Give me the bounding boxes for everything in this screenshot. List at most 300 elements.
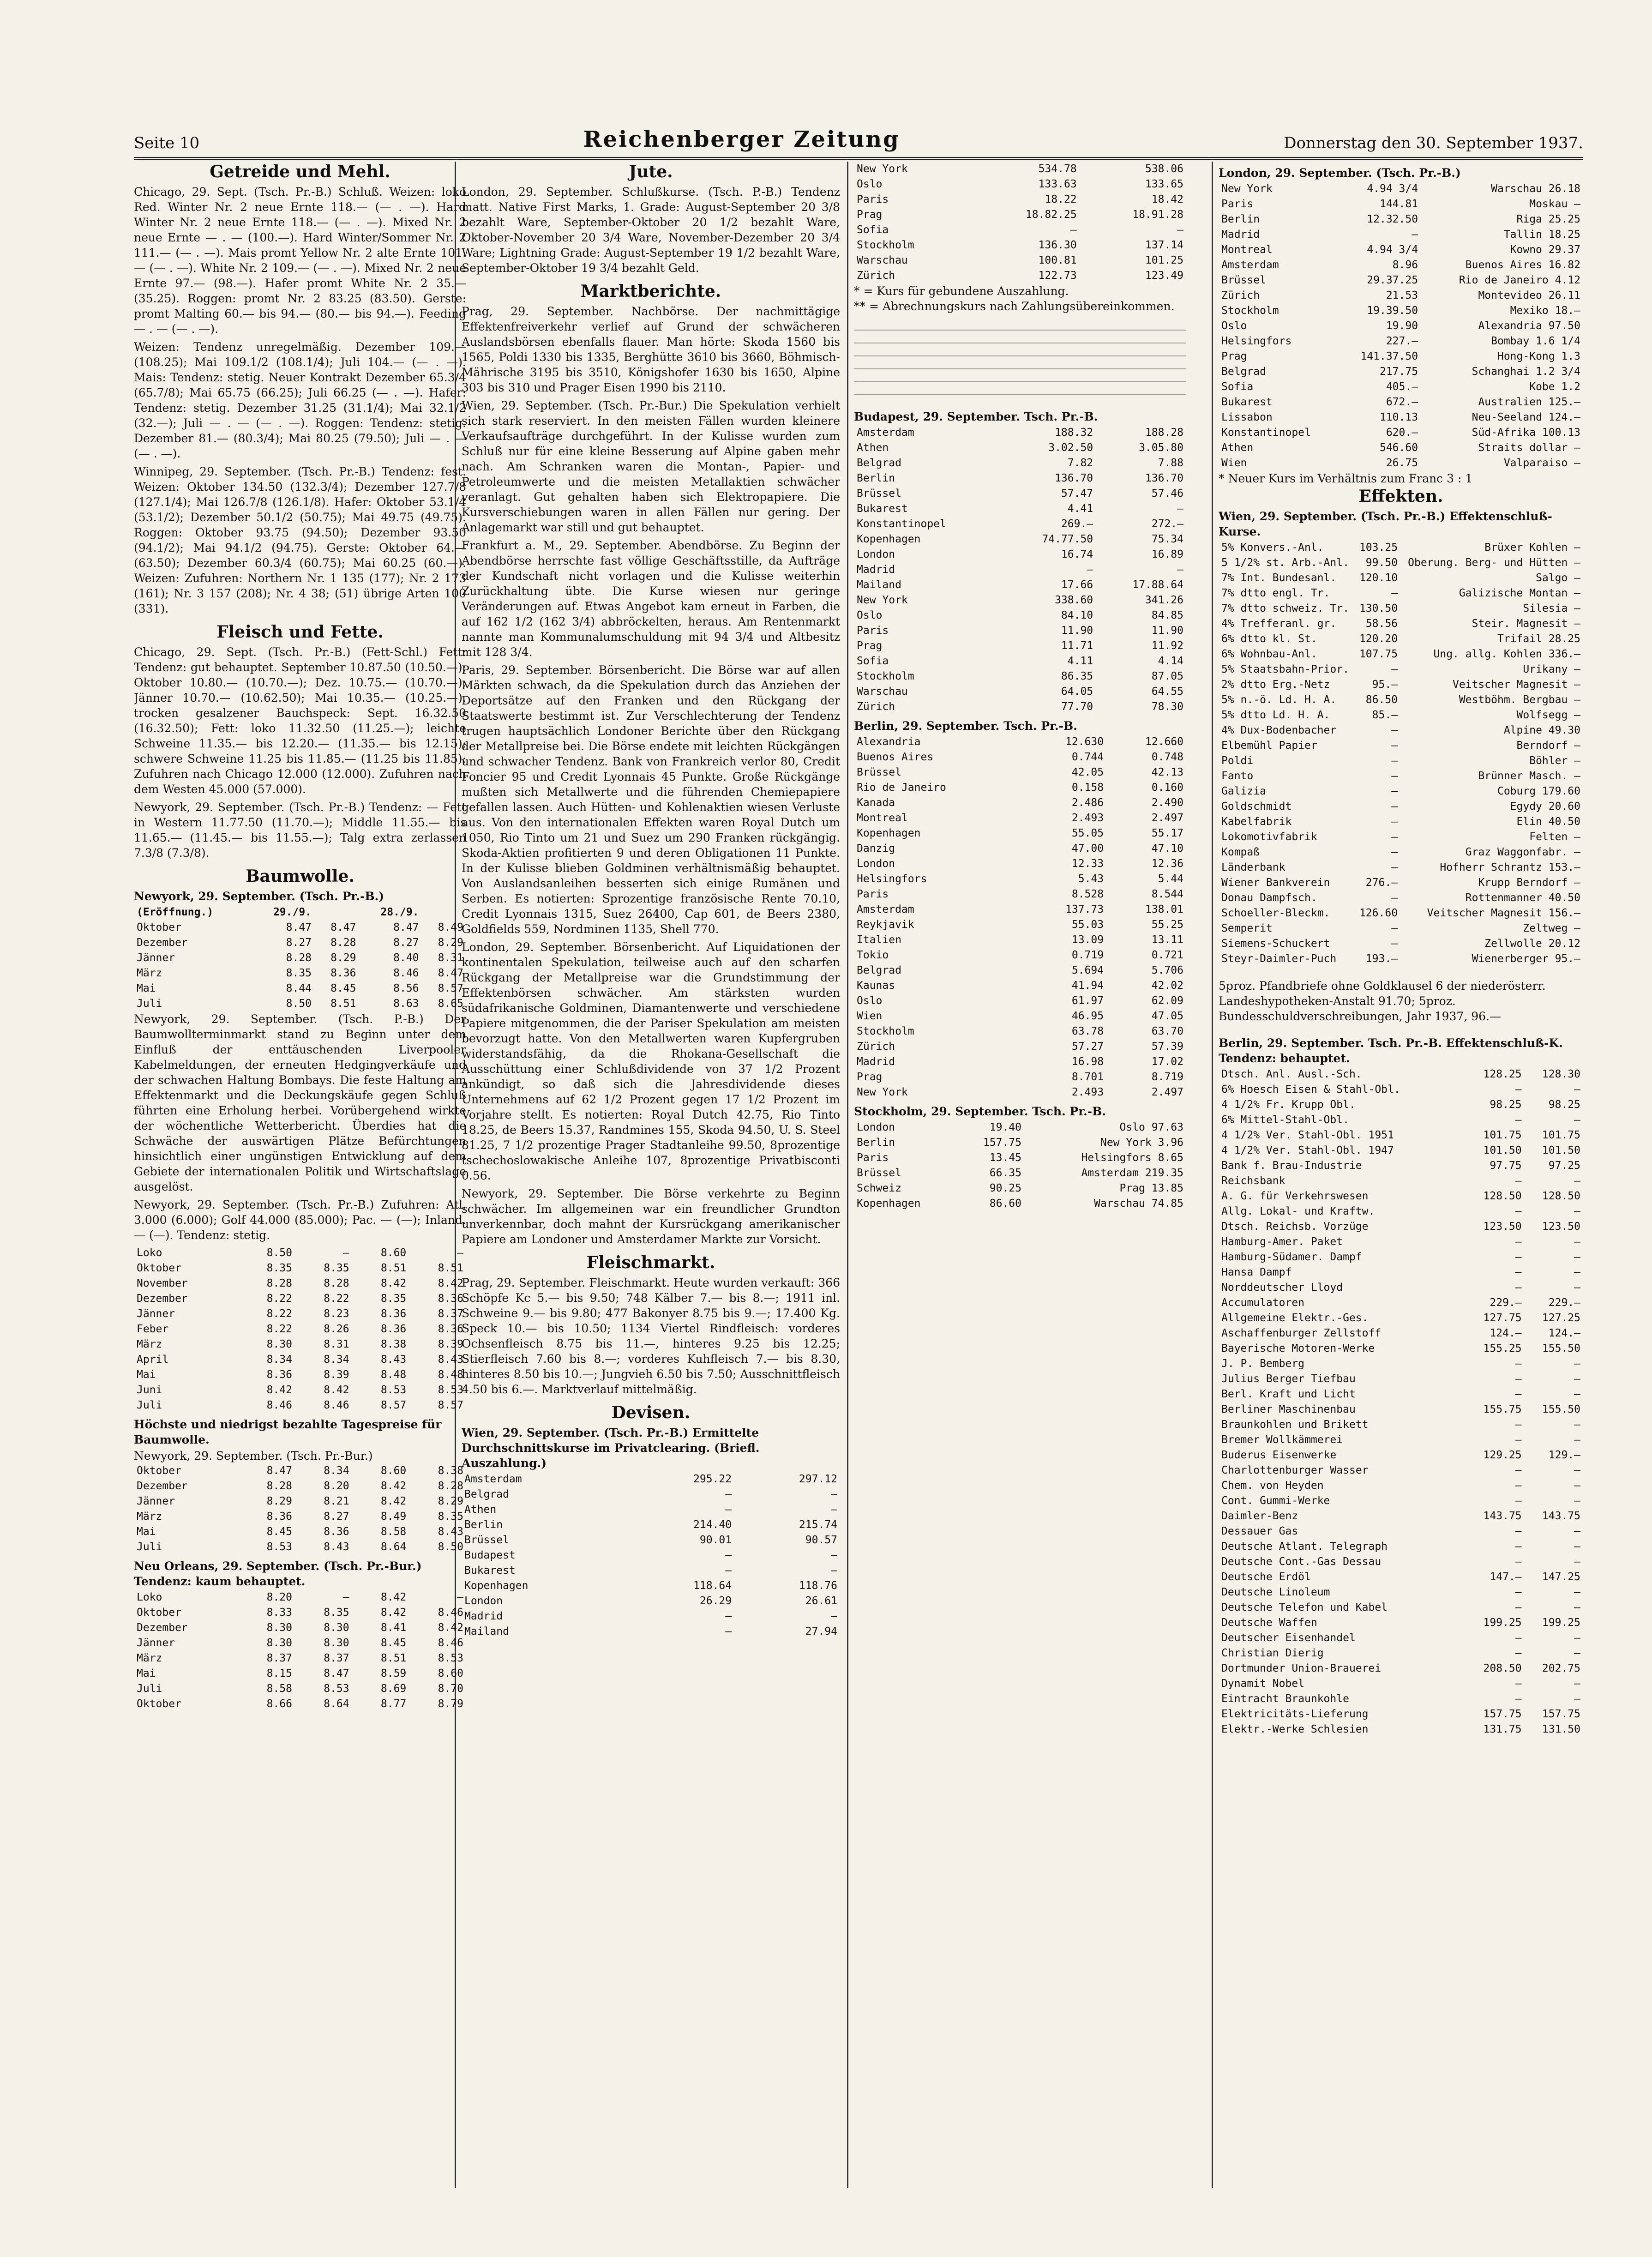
row-value: 272.— (1151, 518, 1183, 530)
row-value: 8.28 (438, 1480, 463, 1492)
row-label: Prag (857, 1071, 883, 1083)
table-row (1219, 1143, 1583, 1158)
berlin-rates-table (854, 734, 1186, 1100)
row-value: — (1515, 1586, 1522, 1598)
row-value: 8.27 (393, 937, 419, 949)
row-label: A. G. für Verkehrswesen (1221, 1190, 1369, 1202)
row-label: Berl. Kraft und Licht (1221, 1388, 1356, 1400)
table-row (1219, 1265, 1583, 1280)
row-value: 217.75 (1379, 366, 1418, 378)
table-row (134, 996, 466, 1011)
table-row (1219, 647, 1583, 662)
row-label: Norddeutscher Lloyd (1221, 1282, 1343, 1294)
row-value: 118.76 (799, 1580, 837, 1592)
table-row (1219, 1554, 1583, 1570)
table-row (1219, 1585, 1583, 1600)
table-row (462, 1609, 840, 1624)
table-row (134, 1697, 466, 1712)
table-row (134, 1636, 466, 1651)
row-value: — (1177, 224, 1183, 236)
table-row (854, 238, 1186, 253)
row-label: Bukarest (464, 1565, 516, 1577)
row-label: Dezember (137, 1293, 188, 1305)
column-rule (1212, 162, 1213, 2188)
row-label: Kaunas (857, 980, 895, 992)
row-label: Dezember (137, 1622, 188, 1634)
row-value: 8.46 (324, 1399, 349, 1411)
table-row (134, 981, 466, 996)
table-row (1219, 1707, 1583, 1722)
row-value: 8.38 (438, 1465, 463, 1477)
row-value: — (1574, 1373, 1580, 1385)
report-jute: London, 29. September. Schlußkurse. (Tsch. P.-B.) Tendenz matt. Native First Marks, 1. Grade: August-September 20 3/8 bezahlt Ware, September-Oktober 20 1/2 bezahlt Ware, Oktober-November 20 3/4 Ware, November-Dezember 20 3/4 Ware; Lightning Grade: August-September 19 1/2 bezahlt Ware, September-Oktober 19 3/4 bezahlt Geld. (462, 185, 840, 275)
table-row (854, 268, 1186, 283)
row-value: 42.02 (1151, 980, 1183, 992)
row-label: 2% dtto Erg.-Netz (1221, 679, 1330, 691)
row-label: Konstantinopel (1221, 427, 1311, 439)
row-value: — (1515, 1388, 1522, 1400)
table-row (854, 440, 1186, 456)
row-value: — (1391, 770, 1398, 782)
row-label: 4% Trefferanl. gr. (1221, 618, 1337, 630)
row-label: Oslo (857, 995, 883, 1007)
table-row (1219, 212, 1583, 227)
row-label: Stockholm (857, 1025, 914, 1037)
table-row (134, 1590, 466, 1605)
row-label: Madrid (857, 1056, 895, 1068)
row-label: Deutsche Telefon und Kabel (1221, 1601, 1388, 1613)
table-row (1219, 586, 1583, 601)
table-row (1219, 738, 1583, 753)
row-value: 229.— (1548, 1297, 1580, 1309)
row-value: — (831, 1504, 837, 1516)
row-label: Belgrad (857, 457, 901, 469)
row-value: 8.20 (324, 1480, 349, 1492)
row-label: Paris (857, 888, 889, 900)
table-row (1219, 258, 1583, 273)
row-value: 8.28 (266, 1480, 292, 1492)
row-value: 147.— (1490, 1571, 1522, 1583)
table-row (1219, 1463, 1583, 1478)
row-value: 128.30 (1542, 1068, 1580, 1080)
row-value: — (1515, 1175, 1522, 1187)
row-label: Hansa Dampf (1221, 1266, 1292, 1278)
table-row (854, 1070, 1186, 1085)
row-value: 126.60 (1359, 907, 1398, 919)
table-intro: Budapest, 29. September. Tsch. Pr.-B. (854, 410, 1098, 423)
row-value: — (1391, 663, 1398, 675)
row-value: 8.51 (438, 1262, 463, 1274)
table-row (1219, 860, 1583, 875)
row-label: Deutsche Cont.-Gas Dessau (1221, 1556, 1382, 1568)
row-value: — (1412, 229, 1418, 241)
row-value: — (1391, 740, 1398, 752)
report-london: London, 29. September. Börsenbericht. Auf Liquidationen der kontinentalen Spekulation, teilweise auch auf den scharfen Rückgang der Metallpreise war die Grundstimmung der Effektenbörsen schwächer. Am stärksten wurden südafrikanische Goldminen, Diamantenwerte und verschiedene Papiere mitgenommen, die der Pariser Spekulation am meisten bevorzugt hatte. Von den Metallwerten waren Kupfergruben widerstandsfähig, da die Rhokana-Gesellschaft die Ausschüttung einer Schlußdividende von 37 1/2 Prozent ankündigt, so daß sich die Jahresdividende dieses Unternehmens auf 62 1/2 Prozent gegen 17 1/2 Prozent im Vorjahre stellt. Es notierten: Royal Dutch 42.75, Rio Tinto 18.25, de Beers 15.37, Randmines 155, Skoda 94.50, U. S. Steel 81.25, 7 1/2 prozentige Prager Stadtanleihe 99.50, 8prozentige tschechoslowakische Anleihe 107, 8prozentige Privatbisconti 0.56. (462, 940, 840, 1182)
row-label: Allg. Lokal- und Kraftw. (1221, 1205, 1375, 1217)
row-value: 8.30 (266, 1637, 292, 1649)
row-value: — (725, 1625, 732, 1637)
row-label: 5% Staatsbahn-Prior. (1221, 663, 1349, 675)
row-value: 8.69 (380, 1683, 407, 1695)
row-value: 90.01 (699, 1534, 732, 1546)
row-value: 8.45 (380, 1637, 407, 1649)
row-value: 157.75 (983, 1137, 1022, 1149)
row-value: 8.50 (266, 1247, 292, 1259)
table-row (134, 1651, 466, 1666)
row-value: Mexiko 18.— (1510, 305, 1580, 317)
row-value: Zellwolle 20.12 (1484, 938, 1580, 950)
row-value: 124.— (1548, 1327, 1580, 1339)
row-value: — (1391, 587, 1398, 599)
row-value: — (1574, 1205, 1580, 1217)
row-value: 4.14 (1158, 655, 1183, 667)
row-value: 8.29 (266, 1495, 292, 1507)
row-value: 137.73 (1065, 903, 1104, 915)
row-label: Berlin (1221, 213, 1260, 225)
table-row (1219, 1372, 1583, 1387)
row-label: Prag (1221, 350, 1247, 362)
row-value: 8.44 (286, 982, 312, 994)
table-row (134, 1605, 466, 1620)
table-row (854, 765, 1186, 780)
table-row (134, 1681, 466, 1697)
row-label: Berlin (464, 1519, 503, 1531)
row-value: 2.486 (1071, 797, 1104, 809)
table-row (1219, 1082, 1583, 1097)
row-label: Brüssel (464, 1534, 509, 1546)
row-value: Bombay 1.6 1/4 (1491, 335, 1580, 347)
row-value: — (1515, 1632, 1522, 1644)
table-row (1219, 799, 1583, 814)
table-row (854, 841, 1186, 856)
report-paris: Paris, 29. September. Börsenbericht. Die Börse war auf allen Märkten schwach, da die Spekulation durch das Anziehen der Deportsätze auf den Franken und den Rückgang der Staatswerte bestimmt ist. Zur Verschlechterung der Tendenz trugen hauptsächlich Londoner Berichte über den Rückgang der Metallpreise bei. Die Börse endete mit leichten Rückgängen und schwacher Tendenz. Bank von Frankreich verlor 80, Credit Foncier 95 und Credit Lyonnais 45 Punkte. Große Rückgänge mußten sich Metallwerte und die führenden Chemiepapiere gefallen lassen. Auch Hütten- und Kohlenaktien wiesen Verluste aus. Von den internationalen Effekten waren Royal Dutch um 1050, Rio Tinto um 21 und Suez um 290 Franken rückgängig. Skoda-Aktien profitierten 9 und deren Obligationen 11 Punkte. In der Kulisse blieben Goldminen verhältnismäßig behauptet. Von Auslandsanleihen besserten sich einige Rumänen und Serben. Es notierten: Sprozentige französische Rente 70.10, Credit Lyonnais 1315, Suez 26400, Cap 601, de Beers 2380, Goldfields 559, Nordminen 1135, Shell 770. (462, 663, 840, 936)
row-value: — (1574, 1556, 1580, 1568)
row-label: Athen (464, 1504, 497, 1516)
column-rule (847, 162, 848, 2188)
table-row (462, 1578, 840, 1594)
table-row (854, 192, 1186, 207)
row-label: Oktober (137, 921, 181, 933)
row-value: 8.43 (438, 1526, 463, 1538)
row-value: 8.30 (266, 1622, 292, 1634)
table-row (1219, 1448, 1583, 1463)
row-label: Wien (857, 1010, 883, 1022)
column-3 (854, 162, 1186, 2188)
row-value: 55.25 (1151, 919, 1183, 931)
table-row (1219, 1509, 1583, 1524)
row-label: 7% dtto schweiz. Tr. (1221, 602, 1349, 614)
row-value: 118.64 (693, 1580, 732, 1592)
row-label: Madrid (857, 564, 895, 576)
row-label: 4% Dux-Bodenbacher (1221, 724, 1337, 736)
table-row (1219, 921, 1583, 936)
row-value: 193.— (1365, 953, 1398, 965)
row-value: 8.42 (324, 1384, 349, 1396)
table-row (1219, 1615, 1583, 1631)
row-label: Zürich (857, 270, 895, 282)
row-label: Belgrad (857, 964, 901, 976)
row-value: 17.88.64 (1132, 579, 1183, 591)
table-row (134, 966, 466, 981)
row-value: 8.53 (266, 1541, 292, 1553)
row-value: — (1515, 1464, 1522, 1476)
row-label: Athen (857, 442, 889, 454)
devisen-table (462, 1472, 840, 1639)
row-label: Donau Dampfsch. (1221, 892, 1317, 904)
row-value: Brüxer Kohlen — (1484, 542, 1580, 554)
row-value: 227.— (1386, 335, 1418, 347)
row-label: 6% Mittel-Stahl-Obl. (1221, 1114, 1349, 1126)
row-label: Buderus Eisenwerke (1221, 1449, 1337, 1461)
row-value: 3.05.80 (1139, 442, 1183, 454)
row-value: 29.37.25 (1367, 274, 1418, 286)
row-value: — (1515, 1693, 1522, 1705)
table-row (1219, 830, 1583, 845)
row-label: Bayerische Motoren-Werke (1221, 1342, 1375, 1354)
section-baumwolle (134, 869, 466, 1712)
row-value: — (725, 1549, 732, 1561)
row-value: 215.74 (799, 1519, 837, 1531)
row-value: — (1574, 1601, 1580, 1613)
row-value: — (1515, 1083, 1522, 1095)
row-label: Zürich (857, 701, 895, 713)
table-row (1219, 425, 1583, 440)
row-value: Urikany — (1523, 663, 1580, 675)
report-newyork-fett: Newyork, 29. September. (Tsch. Pr.-B.) Tendenz: — Fett in Western 11.77.50 (11.70.—); Middle 11.55.— bis 11.65.— (11.45.— bis 11.55.—); Talg extra zerlassen 7.3/8 (7.3/8). (134, 800, 466, 860)
row-label: Berliner Maschinenbau (1221, 1403, 1356, 1415)
row-value: — (1515, 1236, 1522, 1248)
row-value: 8.42 (380, 1495, 407, 1507)
row-label: Paris (857, 1152, 889, 1164)
row-label: Warschau (857, 686, 908, 698)
row-label: 5% dtto Ld. H. A. (1221, 709, 1330, 721)
row-label: Jänner (137, 1308, 175, 1320)
table-row (134, 1352, 466, 1367)
table-row (854, 1085, 1186, 1100)
row-value: — (1177, 503, 1183, 515)
row-value: 202.75 (1542, 1662, 1580, 1674)
row-label: Sofia (857, 655, 889, 667)
row-value: 86.35 (1061, 670, 1093, 682)
row-value: 57.46 (1151, 488, 1183, 500)
row-label: Daimler-Benz (1221, 1510, 1298, 1522)
row-value: 8.46 (393, 967, 419, 979)
row-value: Westböhm. Bergbau — (1459, 694, 1580, 706)
row-value: Buenos Aires 16.82 (1465, 259, 1580, 271)
row-value: 120.20 (1359, 633, 1398, 645)
table-row (854, 425, 1186, 440)
table-row (854, 1009, 1186, 1024)
row-value: 8.64 (324, 1698, 349, 1710)
table-row (854, 978, 1186, 993)
row-label: Deutscher Eisenhandel (1221, 1632, 1356, 1644)
table-row (1219, 708, 1583, 723)
row-value: 18.22 (1045, 193, 1077, 205)
row-value: 8.36 (266, 1369, 292, 1381)
row-value: 157.75 (1483, 1708, 1522, 1720)
row-value: 5.43 (1078, 873, 1104, 885)
row-label: Feber (137, 1323, 169, 1335)
section-fleisch (134, 622, 466, 861)
table-row (134, 1620, 466, 1636)
row-value: 8.42 (380, 1591, 407, 1603)
row-value: 8.37 (438, 1308, 463, 1320)
table-row (1219, 227, 1583, 242)
table-row (462, 1533, 840, 1548)
row-value: Prag 13.85 (1119, 1182, 1183, 1194)
table-row (854, 780, 1186, 795)
row-value: Valparaiso — (1503, 457, 1580, 469)
row-value: 8.56 (393, 982, 419, 994)
table-row (1219, 1097, 1583, 1113)
row-label: Steyr-Daimler-Puch (1221, 953, 1337, 965)
table-row (1219, 1432, 1583, 1448)
row-value: — (831, 1488, 837, 1500)
table-row (1219, 395, 1583, 410)
table-row (854, 811, 1186, 826)
row-label: Chem. von Heyden (1221, 1480, 1324, 1492)
section-devisen (462, 1405, 840, 1639)
report-chicago: Chicago, 29. Sept. (Tsch. Pr.-B.) Schluß. Weizen: loko Red. Winter Nr. 2 neue Ernte 118.— (— . —). Hard Winter Nr. 2 neue Ernte 118.— (— . —). Mixed Nr. 2 neue Ernte — . — (100.—). Hard Winter/Sommer Nr. 2 111.— (— . —). Mais promt Yellow Nr. 2 alte Ernte 101.— (— . —). White Nr. 2 109.— (— . —). Mixed Nr. 2 neue Ernte 97.— (98.—). Hafer promt White Nr. 2 35.— (35.25). Roggen: promt Nr. 2 83.25 (83.50). Gerste: promt Malting 60.— bis 94.— (80.— bis 94.—). Feeding — . — (— . —). (134, 185, 466, 336)
row-value: Straits dollar — (1478, 442, 1580, 454)
issue-date: Donnerstag den 30. September 1937. (1284, 134, 1583, 152)
row-label: Kanada (857, 797, 895, 809)
section-fleischmarkt (462, 1255, 840, 1397)
row-value: 8.36 (438, 1293, 463, 1305)
row-value: 8.26 (324, 1323, 349, 1335)
row-value: 42.05 (1071, 766, 1104, 778)
row-value: 8.27 (324, 1511, 349, 1523)
table-row (854, 1024, 1186, 1039)
table-intro: Newyork, 29. September. (Tsch. Pr.-Bur.) (134, 1449, 373, 1463)
row-label: Mai (137, 1667, 156, 1679)
row-label: Deutsche Linoleum (1221, 1586, 1330, 1598)
row-value: 61.97 (1071, 995, 1104, 1007)
row-value: 8.35 (324, 1607, 349, 1619)
row-value: 21.53 (1386, 289, 1418, 301)
row-value: 8.719 (1151, 1071, 1183, 1083)
table-row (854, 456, 1186, 471)
row-label: Italien (857, 934, 901, 946)
row-value: 8.37 (324, 1652, 349, 1664)
row-value: 546.60 (1379, 442, 1418, 454)
row-label: Paris (857, 625, 889, 637)
row-value: — (1574, 1495, 1580, 1507)
row-value: 8.39 (324, 1369, 349, 1381)
row-value: 8.49 (380, 1511, 407, 1523)
row-value: 8.47 (266, 1465, 292, 1477)
table-intro: Stockholm, 29. September. Tsch. Pr.-B. (854, 1105, 1106, 1118)
row-label: Madrid (464, 1610, 503, 1622)
column-4 (1219, 162, 1583, 2188)
row-label: Jänner (137, 952, 175, 964)
row-value: — (1515, 1556, 1522, 1568)
section-title: Jute. (629, 162, 673, 181)
row-label: Deutsche Erdöl (1221, 1571, 1311, 1583)
row-label: London (857, 858, 895, 870)
table-row (1219, 1524, 1583, 1539)
table-row (1219, 951, 1583, 967)
row-value: Böhler — (1529, 755, 1580, 767)
row-value: 341.26 (1145, 594, 1183, 606)
row-value: 27.94 (805, 1625, 837, 1637)
row-value: Oberung. Berg- und Hütten — (1408, 557, 1580, 569)
row-value: 4.11 (1067, 655, 1093, 667)
row-value: 188.28 (1145, 427, 1183, 439)
table-row (854, 993, 1186, 1009)
table-row (854, 948, 1186, 963)
row-value: — (1515, 1647, 1522, 1659)
row-label: Oslo (857, 178, 883, 190)
row-value: 13.09 (1071, 934, 1104, 946)
row-label: Poldi (1221, 755, 1254, 767)
row-value: 8.65 (438, 998, 463, 1010)
row-value: 8.60 (380, 1247, 407, 1259)
table-row (1219, 319, 1583, 334)
table-row (1219, 1326, 1583, 1341)
row-label: Juli (137, 998, 162, 1010)
row-value: 12.36 (1151, 858, 1183, 870)
row-value: Graz Waggonfabr. — (1465, 846, 1580, 858)
table-row (1219, 1174, 1583, 1189)
table-row (462, 1594, 840, 1609)
row-value: 129.25 (1483, 1449, 1522, 1461)
table-row (1219, 1204, 1583, 1219)
row-value: 66.35 (989, 1167, 1022, 1179)
row-value: 8.36 (266, 1511, 292, 1523)
row-value: Kowno 29.37 (1510, 244, 1580, 256)
table-row (854, 1120, 1186, 1135)
table-row (1219, 769, 1583, 784)
table-row (462, 1563, 840, 1578)
table-row (854, 734, 1186, 750)
row-label: Oslo (1221, 320, 1247, 332)
row-value: Galizische Montan — (1459, 587, 1580, 599)
row-value: Neu-Seeland 124.— (1472, 411, 1580, 423)
row-value: Riga 25.25 (1516, 213, 1580, 225)
row-label: Deutsche Waffen (1221, 1617, 1317, 1629)
row-label: Budapest (464, 1549, 516, 1561)
row-value: 8.15 (266, 1667, 292, 1679)
cotton-table-3 (134, 1463, 466, 1555)
table-row (1219, 1570, 1583, 1585)
row-value: 208.50 (1483, 1662, 1522, 1674)
row-label: Amsterdam (857, 903, 914, 915)
row-value: New York 3.96 (1100, 1137, 1183, 1149)
row-value: 84.10 (1061, 609, 1093, 621)
row-value: 8.49 (438, 921, 463, 933)
row-label: Semperit (1221, 922, 1273, 934)
row-value: 8.35 (266, 1262, 292, 1274)
row-label: Amsterdam (857, 427, 914, 439)
row-value: 8.33 (266, 1607, 292, 1619)
row-value: 4.41 (1067, 503, 1093, 515)
row-value: 8.43 (380, 1354, 407, 1366)
row-value: 5.44 (1158, 873, 1183, 885)
row-value: 124.— (1490, 1327, 1522, 1339)
cotton-supply: Newyork, 29. September. (Tsch. Pr.-B.) Zufuhren: Atl. 3.000 (6.000); Golf 44.000 (85.000); Pac. — (—); Inland. — (—). Tendenz: stetig. (134, 1198, 466, 1242)
row-value: 19.39.50 (1367, 305, 1418, 317)
table-row (1219, 1219, 1583, 1234)
row-label: Warschau (857, 254, 908, 266)
row-value: 136.70 (1145, 472, 1183, 484)
row-label: Montreal (1221, 244, 1273, 256)
row-label: Bukarest (1221, 396, 1273, 408)
row-value: 130.50 (1359, 602, 1398, 614)
row-value: 199.25 (1483, 1617, 1522, 1629)
report-chicago-fett: Chicago, 29. Sept. (Tsch. Pr.-B.) (Fett-Schl.) Fett: Tendenz: gut behauptet. September 10.87.50 (10.50.—); Oktober 10.80.— (10.70.—); Dez. 10.75.— (10.70.—); Jänner 10.70.— (10.62.50); Mai 10.35.— (10.25.—). trocken gesalzener Bauchspeck: Sept. 16.32.50 (16.32.50); Fett: loko 11.32.50 (11.25.—); leichte Schweine 11.35.— bis 12.20.— (11.35.— bis 12.15); schwere Schweine 11.25 bis 11.85.— (11.25 bis 11.85); Zufuhren nach Chicago 12.000 (12.000). Zufuhren nach dem Westen 45.000 (57.000). (134, 645, 466, 796)
row-label: Loko (137, 1247, 162, 1259)
